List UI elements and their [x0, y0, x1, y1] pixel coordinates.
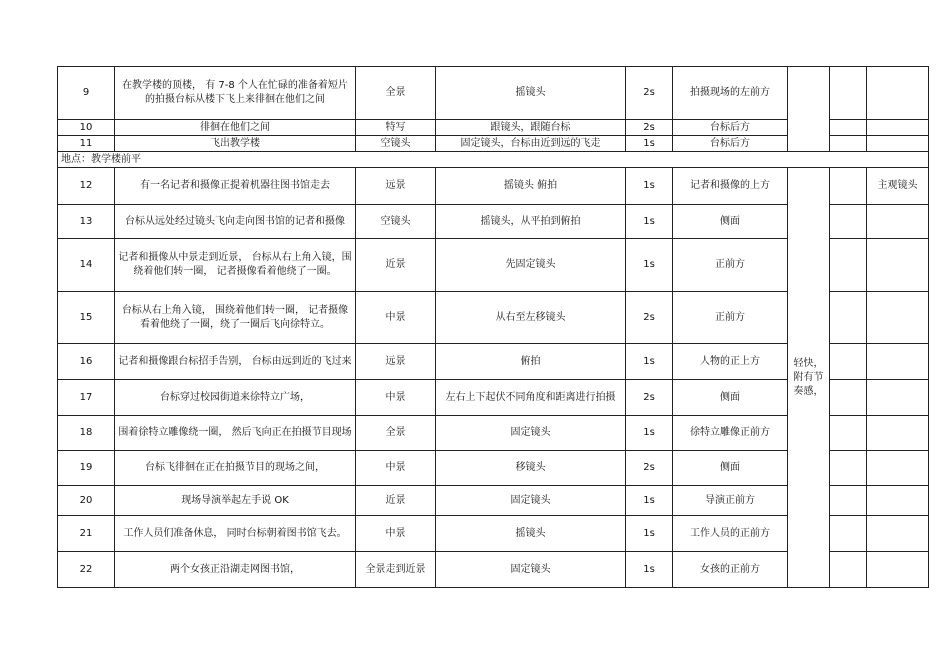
duration-cell: 1s [626, 136, 673, 152]
shot-size-cell: 远景 [356, 168, 436, 205]
extra-cell [830, 451, 867, 486]
camera-angle-cell: 记者和摄像的上方 [673, 168, 788, 205]
extra-cell [830, 205, 867, 239]
camera-movement-cell: 移镜头 [436, 451, 626, 486]
camera-angle-cell: 女孩的正前方 [673, 552, 788, 588]
row-number-cell: 20 [58, 486, 115, 516]
scene-description-cell: 台标穿过校园街道来徐特立广场， [115, 380, 356, 416]
camera-movement-cell: 从右至左移镜头 [436, 292, 626, 344]
scene-description-cell: 徘徊在他们之间 [115, 120, 356, 136]
notes-cell [867, 205, 929, 239]
scene-description-cell: 现场导演举起左手说 OK [115, 486, 356, 516]
camera-movement-cell: 固定镜头 [436, 552, 626, 588]
camera-angle-cell: 台标后方 [673, 120, 788, 136]
row-number-cell: 16 [58, 344, 115, 380]
location-row [58, 152, 929, 168]
extra-cell [830, 120, 867, 136]
scene-description-cell: 在教学楼的顶楼， 有 7-8 个人在忙碌的准备着短片的拍摄台标从楼下飞上来徘徊在他们之间 [115, 67, 356, 120]
row-number-cell: 18 [58, 416, 115, 451]
scene-description-cell: 围着徐特立雕像绕一圈， 然后飞向正在拍摄节目现场 [115, 416, 356, 451]
camera-movement-cell: 先固定镜头 [436, 239, 626, 292]
camera-movement-cell: 固定镜头，台标由近到远的飞走 [436, 136, 626, 152]
extra-cell [830, 292, 867, 344]
camera-angle-cell: 侧面 [673, 380, 788, 416]
duration-cell: 1s [626, 416, 673, 451]
scene-description-cell: 两个女孩正沿湖走网图书馆， [115, 552, 356, 588]
scene-description-cell: 台标飞徘徊在正在拍摄节目的现场之间， [115, 451, 356, 486]
duration-cell: 2s [626, 292, 673, 344]
notes-cell [867, 120, 929, 136]
duration-cell: 1s [626, 205, 673, 239]
camera-movement-cell: 左右上下起伏不同角度和距离进行拍摄 [436, 380, 626, 416]
duration-cell: 1s [626, 552, 673, 588]
camera-movement-cell: 俯拍 [436, 344, 626, 380]
duration-cell: 1s [626, 344, 673, 380]
extra-cell [830, 552, 867, 588]
duration-cell: 1s [626, 239, 673, 292]
shot-size-cell: 全景 [356, 67, 436, 120]
duration-cell: 2s [626, 380, 673, 416]
duration-cell: 2s [626, 120, 673, 136]
notes-cell: 主观镜头 [867, 168, 929, 205]
scene-description-cell: 有一名记者和摄像正提着机器往图书馆走去 [115, 168, 356, 205]
extra-cell [830, 136, 867, 152]
extra-cell [830, 516, 867, 552]
row-number-cell: 17 [58, 380, 115, 416]
camera-angle-cell: 徐特立雕像正前方 [673, 416, 788, 451]
extra-cell [830, 380, 867, 416]
scene-description-cell: 飞出教学楼 [115, 136, 356, 152]
extra-cell [830, 67, 867, 120]
notes-cell [867, 486, 929, 516]
duration-cell: 2s [626, 67, 673, 120]
location-label: 地点：教学楼前平 [58, 152, 929, 168]
camera-angle-cell: 正前方 [673, 292, 788, 344]
extra-cell [830, 486, 867, 516]
notes-cell [867, 239, 929, 292]
row-number-cell: 19 [58, 451, 115, 486]
row-number-cell: 14 [58, 239, 115, 292]
shot-size-cell: 中景 [356, 451, 436, 486]
scene-description-cell: 记者和摄像跟台标招手告别， 台标由远到近的飞过来 [115, 344, 356, 380]
shot-size-cell: 空镜头 [356, 205, 436, 239]
camera-movement-cell: 固定镜头 [436, 486, 626, 516]
duration-cell: 1s [626, 486, 673, 516]
table-row [58, 168, 929, 205]
row-number-cell: 12 [58, 168, 115, 205]
shot-size-cell: 中景 [356, 516, 436, 552]
shot-size-cell: 远景 [356, 344, 436, 380]
shot-size-cell: 空镜头 [356, 136, 436, 152]
row-number-cell: 10 [58, 120, 115, 136]
shot-size-cell: 中景 [356, 292, 436, 344]
table-row [58, 67, 929, 120]
extra-cell [830, 344, 867, 380]
notes-cell [867, 292, 929, 344]
shot-size-cell: 全景走到近景 [356, 552, 436, 588]
shot-size-cell: 全景 [356, 416, 436, 451]
camera-movement-cell: 摇镜头 [436, 67, 626, 120]
music-cell-top [788, 67, 830, 152]
shot-size-cell: 特写 [356, 120, 436, 136]
notes-cell [867, 136, 929, 152]
row-number-cell: 11 [58, 136, 115, 152]
camera-movement-cell: 摇镜头，从平拍到俯拍 [436, 205, 626, 239]
duration-cell: 2s [626, 451, 673, 486]
row-number-cell: 22 [58, 552, 115, 588]
camera-angle-cell: 正前方 [673, 239, 788, 292]
scene-description-cell: 台标从远处经过镜头飞向走向图书馆的记者和摄像 [115, 205, 356, 239]
scene-description-cell: 工作人员们准备休息， 同时台标朝着图书馆飞去。 [115, 516, 356, 552]
storyboard-table [57, 66, 929, 588]
notes-cell [867, 416, 929, 451]
notes-cell [867, 451, 929, 486]
music-note: 轻快，附有节奏感， [788, 168, 830, 588]
extra-cell [830, 239, 867, 292]
camera-movement-cell: 固定镜头 [436, 416, 626, 451]
notes-cell [867, 67, 929, 120]
scene-description-cell: 记者和摄像从中景走到近景， 台标从右上角入镜，围绕着他们转一圈， 记者摄像看着他绕了一圈。 [115, 239, 356, 292]
extra-cell [830, 168, 867, 205]
duration-cell: 1s [626, 516, 673, 552]
row-number-cell: 9 [58, 67, 115, 120]
shot-size-cell: 近景 [356, 239, 436, 292]
row-number-cell: 21 [58, 516, 115, 552]
extra-cell [830, 416, 867, 451]
notes-cell [867, 344, 929, 380]
camera-angle-cell: 台标后方 [673, 136, 788, 152]
row-number-cell: 15 [58, 292, 115, 344]
camera-movement-cell: 跟镜头，跟随台标 [436, 120, 626, 136]
camera-angle-cell: 侧面 [673, 205, 788, 239]
shot-size-cell: 近景 [356, 486, 436, 516]
camera-movement-cell: 摇镜头 俯拍 [436, 168, 626, 205]
row-number-cell: 13 [58, 205, 115, 239]
camera-angle-cell: 导演正前方 [673, 486, 788, 516]
scene-description-cell: 台标从右上角入镜， 围绕着他们转一圈， 记者摄像看着他绕了一圈，绕了一圈后飞向徐特立。 [115, 292, 356, 344]
camera-angle-cell: 拍摄现场的左前方 [673, 67, 788, 120]
camera-movement-cell: 摇镜头 [436, 516, 626, 552]
duration-cell: 1s [626, 168, 673, 205]
notes-cell [867, 380, 929, 416]
camera-angle-cell: 工作人员的正前方 [673, 516, 788, 552]
notes-cell [867, 552, 929, 588]
shot-size-cell: 中景 [356, 380, 436, 416]
camera-angle-cell: 侧面 [673, 451, 788, 486]
camera-angle-cell: 人物的正上方 [673, 344, 788, 380]
notes-cell [867, 516, 929, 552]
